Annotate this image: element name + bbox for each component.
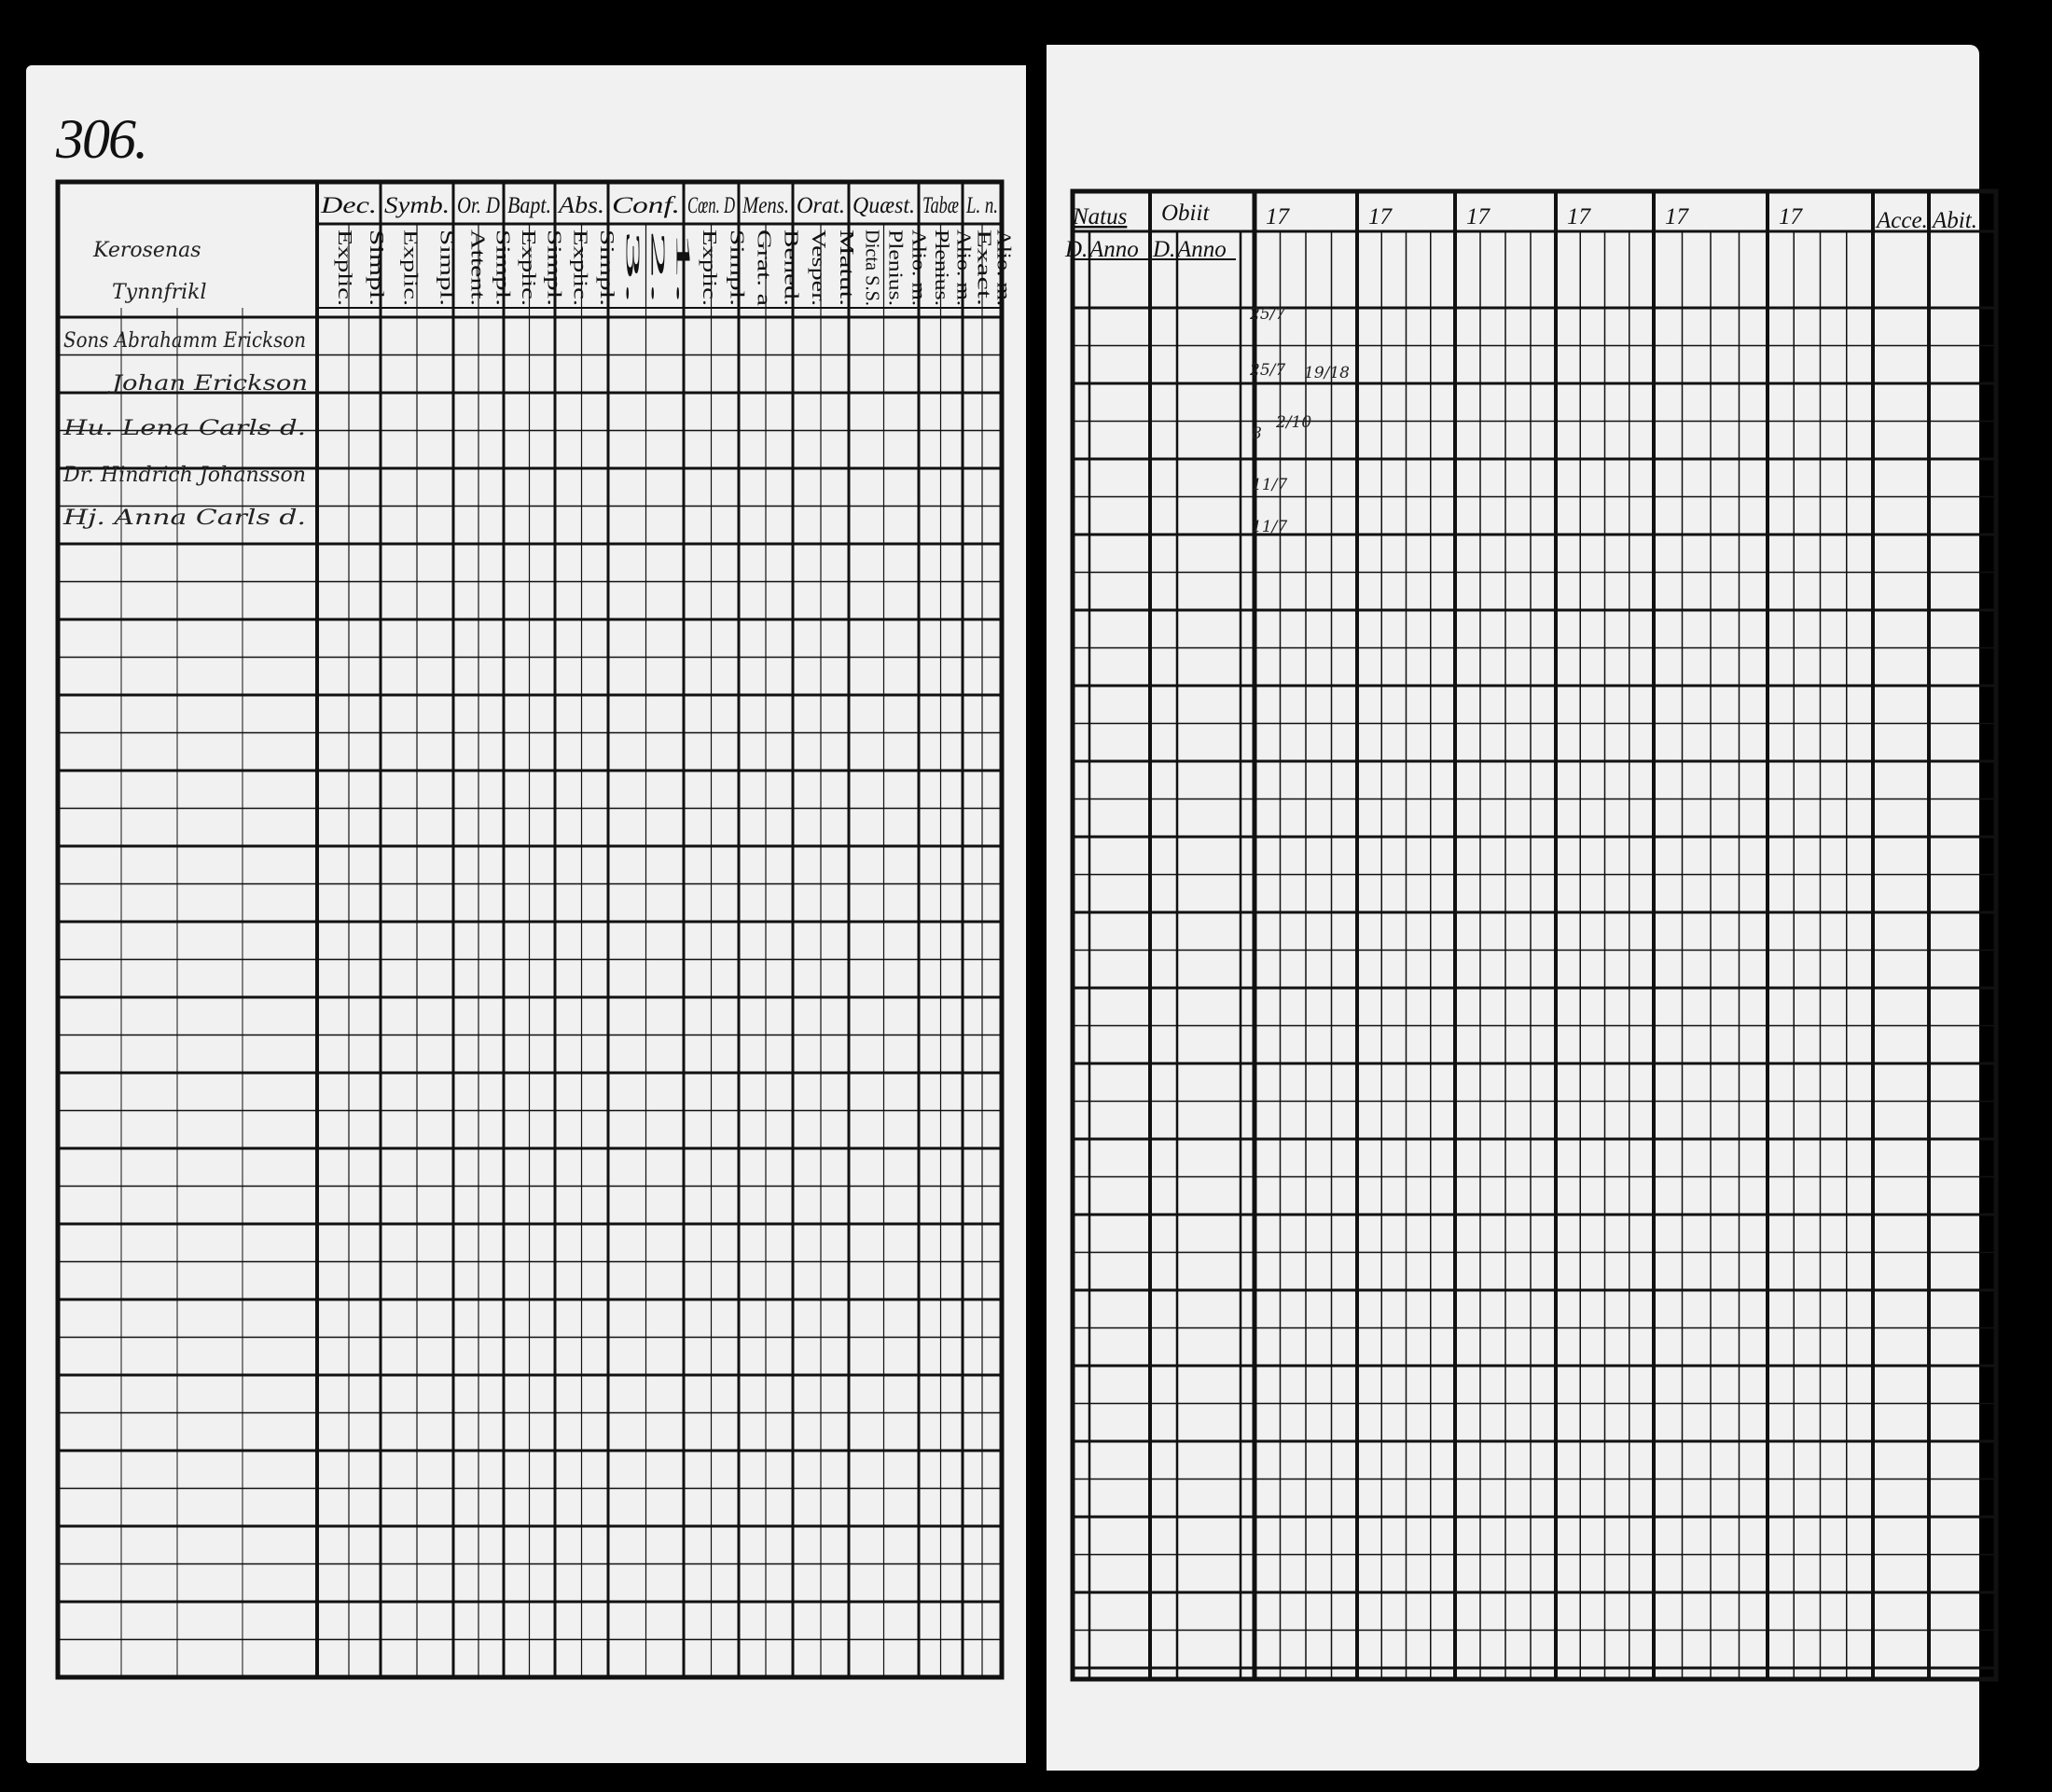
- column-subheader: Alio. m.: [992, 229, 1016, 295]
- column-header-10: Quæst.: [853, 193, 915, 218]
- date-mark-5: 8: [1252, 424, 1262, 443]
- year-header-5: 17: [1665, 204, 1688, 229]
- column-subheader: Attent.: [466, 229, 490, 284]
- column-subheader: Explic.: [399, 229, 423, 286]
- column-subheader: 3.: [621, 229, 645, 244]
- accessit-header: Acce.: [1877, 208, 1928, 233]
- column-header-3: Or. D: [457, 193, 500, 218]
- column-subheader: Grat. a: [753, 229, 776, 284]
- column-subheader: Explic.: [569, 229, 592, 286]
- column-header-11: Tabæ: [922, 193, 960, 218]
- year-header-2: 17: [1368, 204, 1392, 229]
- column-subheader: Simpl.: [595, 229, 618, 282]
- obiit-day-header: D.: [1153, 237, 1176, 262]
- date-mark-6: 11/7: [1252, 476, 1288, 494]
- natus-day-header: D.: [1065, 237, 1088, 262]
- date-mark-7: 11/7: [1252, 518, 1288, 536]
- column-subheader: Simpl.: [543, 229, 566, 282]
- person-entry-1: Sons Abrahamm Erickson: [63, 329, 306, 353]
- column-subheader: Vesper.: [808, 229, 830, 287]
- person-entry-3: Hu. Lena Carls d.: [62, 417, 307, 440]
- column-subheader: Dicta S.S.: [861, 229, 884, 309]
- date-mark-2: 25/7: [1250, 361, 1286, 380]
- village-name: Kerosenas: [93, 239, 201, 262]
- page-number: 306.: [56, 108, 146, 170]
- column-subheader: 1.: [672, 229, 695, 244]
- year-header-1: 17: [1266, 204, 1289, 229]
- column-header-5: Abs.: [556, 193, 604, 218]
- year-header-3: 17: [1466, 204, 1490, 229]
- obiit-header: Obiit: [1161, 201, 1210, 226]
- person-entry-5: Hj. Anna Carls d.: [62, 507, 306, 530]
- column-subheader: Simpl.: [726, 229, 749, 282]
- column-header-9: Orat.: [797, 193, 845, 218]
- column-subheader: Simpl.: [366, 229, 388, 282]
- person-entry-2: Johan Erickson: [107, 372, 308, 396]
- person-entry-4: Dr. Hindrich Johansson: [62, 464, 306, 487]
- column-subheader: Exact.: [973, 229, 996, 280]
- column-header-8: Mens.: [742, 193, 789, 218]
- abiit-header: Abit.: [1933, 208, 1977, 233]
- column-subheader: Alio. m.: [952, 229, 976, 295]
- date-mark-4: 2/10: [1276, 413, 1312, 432]
- household-line: Tynnfrikl: [112, 281, 207, 304]
- natus-header: Natus: [1073, 204, 1128, 229]
- column-header-12: L. n.: [965, 193, 998, 218]
- column-subheader: Plenius.: [884, 229, 908, 293]
- column-header-1: Dec.: [319, 193, 377, 218]
- column-header-7: Cœn. D: [687, 193, 735, 218]
- column-subheader: Bened.: [780, 229, 803, 285]
- column-header-6: Conf.: [612, 193, 680, 218]
- year-header-4: 17: [1567, 204, 1590, 229]
- column-subheader: Matut.: [836, 229, 858, 282]
- date-mark-3: 19/18: [1304, 364, 1350, 382]
- year-header-6: 17: [1779, 204, 1802, 229]
- right-table-border: [1073, 191, 1996, 1679]
- column-subheader: Explic.: [698, 229, 721, 286]
- column-subheader: Simpl.: [436, 229, 459, 282]
- obiit-anno-header: Anno: [1177, 237, 1227, 262]
- column-subheader: 2.: [646, 229, 670, 244]
- column-subheader: Simpl.: [492, 229, 515, 282]
- date-mark-1: 25/7: [1250, 305, 1286, 324]
- column-header-4: Bapt.: [507, 193, 551, 218]
- column-subheader: Plenius.: [930, 229, 953, 293]
- column-header-2: Symb.: [384, 193, 450, 218]
- column-subheader: Explic.: [517, 229, 540, 286]
- natus-anno-header: Anno: [1089, 237, 1139, 262]
- column-subheader: Explic.: [334, 229, 356, 286]
- column-subheader: Alio. m.: [908, 229, 931, 295]
